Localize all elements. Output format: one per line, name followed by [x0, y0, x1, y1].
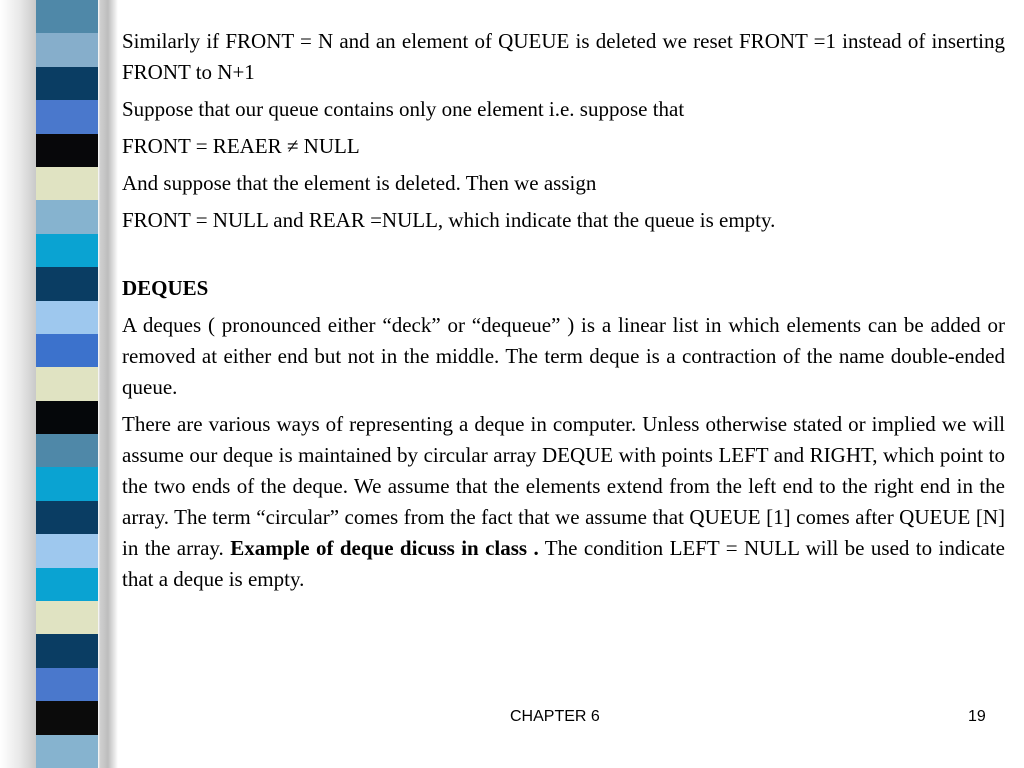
decorative-stripe: [36, 267, 98, 300]
example-note-bold: Example of deque dicuss in class .: [230, 536, 539, 560]
paragraph-front-rear-condition: FRONT = REAER ≠ NULL: [122, 134, 360, 158]
paragraph-null-assignment: FRONT = NULL and REAR =NULL, which indicate that the queue is empty.: [122, 208, 776, 232]
footer-chapter-label: CHAPTER 6: [510, 708, 600, 725]
decorative-stripe: [36, 67, 98, 100]
decorative-stripe: [36, 668, 98, 701]
decorative-stripe: [36, 467, 98, 500]
decorative-stripe: [36, 568, 98, 601]
paragraph-element-deleted: And suppose that the element is deleted. Then we assign: [122, 171, 597, 195]
decorative-stripe: [36, 634, 98, 667]
footer-page-number: 19: [968, 708, 986, 725]
decorative-stripe: [36, 167, 98, 200]
decorative-stripe: [36, 100, 98, 133]
representation-text: There are various ways of representing a deque in computer. Unless otherwise stated or implied we will assume our deque is maintained by circular array DEQUE with points LEFT and RIGHT, which point to the two ends of the deque. We assume that the elements extend from the left end to the right end in the array. The term “circular” comes from the fact that we assume that QUEUE [1] comes after QUEUE [N] in the array.: [122, 412, 1005, 560]
paragraph-deque-definition: A deques ( pronounced either “deck” or “dequeue” ) is a linear list in which elements can be added or removed at either end but not in the middle. The term deque is a contraction of the name double-ended queue.: [122, 313, 1005, 399]
decorative-stripe: [36, 134, 98, 167]
decorative-stripe: [36, 534, 98, 567]
paragraph-deque-representation: [122, 409, 1005, 595]
section-heading-deques: DEQUES: [122, 276, 209, 300]
decorative-stripe: [36, 367, 98, 400]
decorative-stripe: [36, 401, 98, 434]
empty-condition-text: The condition LEFT = NULL will be used to indicate that a deque is empty.: [122, 536, 1005, 591]
decorative-stripe: [36, 334, 98, 367]
decorative-stripe: [36, 501, 98, 534]
decorative-stripe: [36, 701, 98, 734]
paragraph-front-reset: Similarly if FRONT = N and an element of QUEUE is deleted we reset FRONT =1 instead of inserting FRONT to N+1: [122, 29, 1005, 84]
decorative-stripe-column: [36, 0, 98, 768]
decorative-stripe: [36, 0, 98, 33]
blank-line: [122, 242, 1005, 273]
decorative-stripe: [36, 434, 98, 467]
decorative-stripe: [36, 234, 98, 267]
decorative-stripe: [36, 200, 98, 233]
decorative-stripe: [36, 301, 98, 334]
decorative-stripe: [36, 735, 98, 768]
decorative-stripe: [36, 33, 98, 66]
decorative-stripe: [36, 601, 98, 634]
slide-body: [122, 26, 1005, 601]
paragraph-one-element: Suppose that our queue contains only one element i.e. suppose that: [122, 97, 685, 121]
decorative-side-bar: [0, 0, 118, 768]
